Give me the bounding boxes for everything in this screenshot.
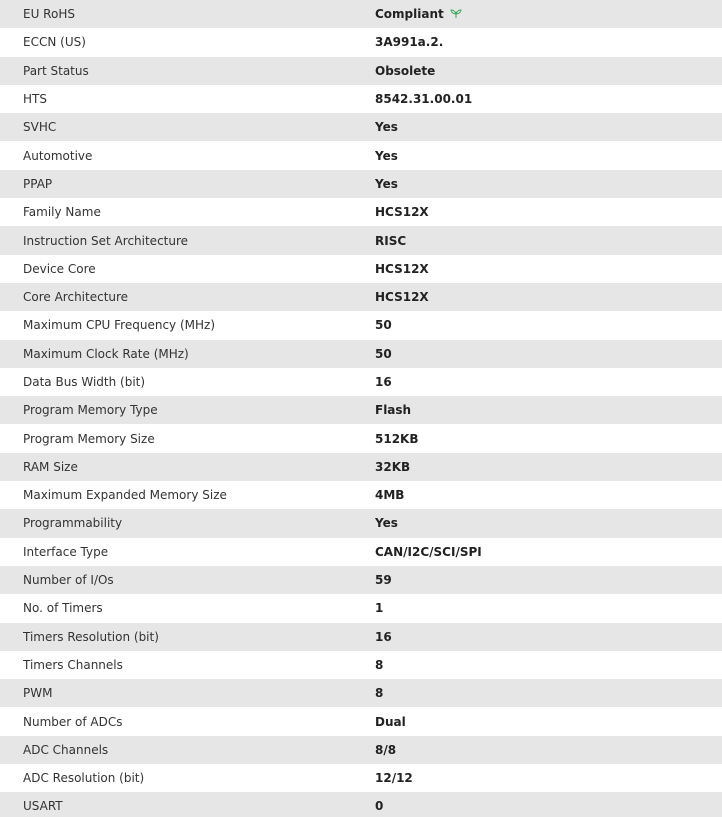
attribute-name: Part Status (23, 63, 89, 78)
attribute-name: Number of ADCs (23, 714, 123, 729)
attribute-value: Obsolete (375, 63, 436, 78)
attribute-value: Compliant (375, 6, 444, 21)
attribute-value: 16 (375, 629, 392, 644)
attribute-name: Program Memory Size (23, 431, 155, 446)
attribute-name: Instruction Set Architecture (23, 233, 189, 248)
attribute-name: Number of I/Os (23, 573, 114, 588)
attribute-name: Maximum Clock Rate (MHz) (23, 346, 189, 361)
attribute-value: 59 (375, 573, 392, 588)
attribute-name: USART (23, 799, 63, 814)
spec-row-hts (0, 85, 722, 113)
attribute-name: Automotive (23, 148, 93, 163)
attribute-value: 50 (375, 346, 392, 361)
spec-row-ram-size (0, 453, 722, 481)
attribute-value: Yes (375, 176, 398, 191)
spec-row-number-of-adcs (0, 707, 722, 735)
attribute-name: PPAP (23, 176, 53, 191)
attribute-value: HCS12X (375, 290, 429, 305)
spec-row-automotive (0, 141, 722, 169)
spec-row-timers-resolution (0, 623, 722, 651)
attribute-value: Yes (375, 120, 398, 135)
attribute-name: Program Memory Type (23, 403, 158, 418)
attribute-name: ADC Channels (23, 742, 109, 757)
attribute-value: 3A991a.2. (375, 35, 444, 50)
attribute-value: 1 (375, 601, 384, 616)
attribute-name: SVHC (23, 120, 57, 135)
attribute-name: Data Bus Width (bit) (23, 375, 146, 389)
spec-row-core-architecture (0, 283, 722, 311)
attribute-value: 8/8 (375, 742, 397, 757)
attribute-name: EU RoHS (23, 7, 75, 22)
attribute-name: Interface Type (23, 544, 109, 559)
attribute-name: Maximum Expanded Memory Size (23, 488, 227, 503)
attribute-name: Maximum CPU Frequency (MHz) (23, 318, 215, 333)
attribute-value: CAN/I2C/SCI/SPI (375, 544, 482, 559)
attribute-value: HCS12X (375, 205, 429, 220)
spec-row-svhc (0, 113, 722, 141)
attribute-value: HCS12X (375, 261, 429, 276)
attribute-value: 8542.31.00.01 (375, 92, 473, 107)
spec-row-pwm (0, 679, 722, 707)
spec-row-eccn (0, 28, 722, 56)
attribute-name: RAM Size (23, 459, 78, 474)
spec-row-adc-channels (0, 736, 722, 764)
attribute-name: Core Architecture (23, 290, 129, 305)
spec-row-isa (0, 226, 722, 254)
attribute-name: ADC Resolution (bit) (23, 771, 145, 786)
spec-row-eu-rohs (0, 0, 722, 28)
spec-row-device-core (0, 255, 722, 283)
attribute-name: Timers Resolution (bit) (23, 629, 159, 644)
spec-row-family-name (0, 198, 722, 226)
spec-row-adc-resolution (0, 764, 722, 792)
attribute-value: 12/12 (375, 771, 413, 786)
attribute-value: 32KB (375, 459, 411, 474)
spec-row-max-expanded-memory (0, 481, 722, 509)
attribute-value: 4MB (375, 488, 405, 503)
spec-row-no-of-timers (0, 594, 722, 622)
spec-row-number-of-ios (0, 566, 722, 594)
attribute-name: Family Name (23, 205, 101, 220)
attribute-name: PWM (23, 686, 53, 701)
spec-row-usart (0, 792, 722, 817)
attribute-value: 50 (375, 318, 392, 333)
leaf-icon (450, 8, 462, 22)
attribute-name: Timers Channels (23, 657, 123, 672)
attribute-value: Yes (375, 148, 398, 163)
spec-row-max-cpu-frequency (0, 311, 722, 339)
attribute-value: RISC (375, 233, 407, 248)
attribute-name: No. of Timers (23, 601, 103, 616)
spec-row-program-memory-size (0, 424, 722, 452)
spec-row-interface-type (0, 538, 722, 566)
spec-row-timers-channels (0, 651, 722, 679)
spec-row-programmability (0, 509, 722, 537)
attribute-value: Dual (375, 714, 406, 729)
attribute-value: 16 (375, 375, 392, 389)
attribute-name: HTS (23, 92, 47, 107)
attribute-value: Flash (375, 403, 412, 418)
attribute-name: ECCN (US) (23, 35, 86, 50)
spec-row-max-clock-rate (0, 340, 722, 368)
spec-row-part-status (0, 57, 722, 85)
attribute-name: Programmability (23, 516, 123, 531)
spec-row-program-memory-type (0, 396, 722, 424)
attribute-value: 8 (375, 657, 384, 672)
attribute-value: 8 (375, 686, 384, 701)
attribute-value: Yes (375, 516, 398, 531)
attribute-name: Device Core (23, 261, 96, 276)
spec-row-ppap (0, 170, 722, 198)
attribute-value: 0 (375, 799, 384, 814)
spec-row-data-bus-width (0, 368, 722, 396)
attribute-value: 512KB (375, 431, 419, 446)
